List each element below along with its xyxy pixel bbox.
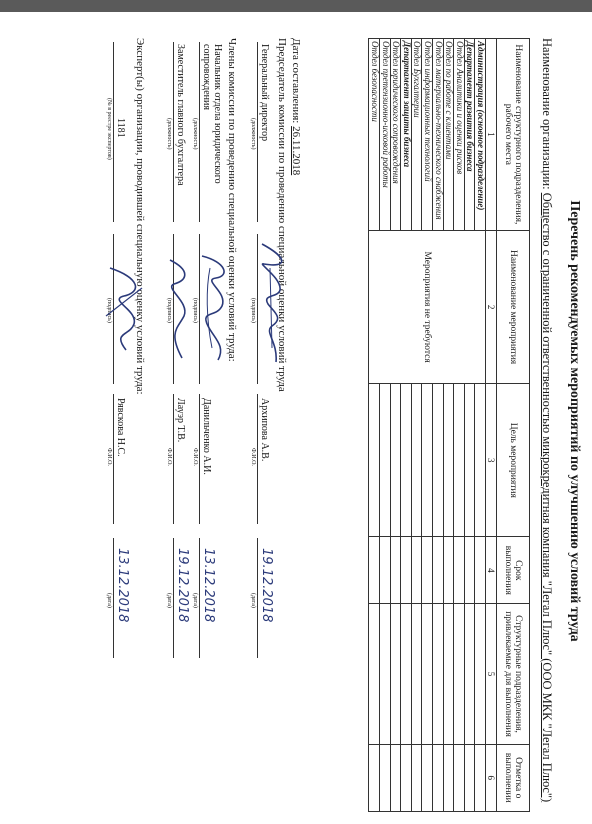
expert-signature-image	[102, 258, 148, 358]
empty-cell	[464, 537, 475, 604]
member2-signature-row	[162, 38, 190, 808]
empty-cell	[475, 537, 486, 604]
table-row	[454, 39, 465, 812]
empty-cell	[475, 604, 486, 744]
empty-cell	[422, 384, 433, 537]
caption-position: (должность)	[250, 118, 256, 150]
table-row	[401, 39, 412, 812]
empty-cell	[475, 384, 486, 537]
empty-cell	[475, 744, 486, 811]
department-name: Отдел Аналитики и оценки рисков	[454, 39, 465, 231]
empty-cell	[443, 537, 454, 604]
member1-signature-image	[192, 248, 236, 368]
column-number: 1	[486, 39, 497, 231]
chair-heading: Председатель комиссии по проведению специальной оценки условий труда	[276, 38, 288, 392]
empty-cell	[380, 744, 391, 811]
table-row	[464, 39, 475, 812]
department-name: Отдел юридического сопровождения	[390, 39, 401, 231]
chair-signature-image	[252, 238, 292, 368]
caption-signature: (подпись)	[192, 298, 198, 323]
caption-fio: Ф.И.О.	[192, 448, 198, 466]
empty-cell	[390, 384, 401, 537]
header-cell: Структурные подразделения, привлекаемые для выполнения	[497, 604, 530, 744]
viewer-top-bar	[0, 0, 592, 12]
table-row	[411, 39, 422, 812]
member2-date: 19.12.2018	[175, 548, 190, 623]
header-cell: Наименование мероприятия	[497, 230, 530, 384]
organization-line	[539, 38, 554, 802]
chair-signature-row	[246, 38, 274, 808]
empty-cell	[390, 744, 401, 811]
expert-heading: Эксперт(ы) организации, проводившей специальную оценку условий труда:	[134, 38, 146, 395]
header-cell: Срок выполнения	[497, 537, 530, 604]
date-value: 26.11.2018	[290, 126, 302, 176]
empty-cell	[433, 744, 444, 811]
caption-position: (должность)	[192, 118, 198, 150]
organization-label: Наименование организации:	[540, 38, 554, 190]
member2-position: Заместитель главного бухгалтера	[175, 44, 186, 186]
members-heading: Члены комиссии по проведению специальной оценки условий труда:	[226, 38, 238, 362]
empty-cell	[433, 384, 444, 537]
caption-fio: Ф.И.О.	[106, 448, 112, 466]
empty-cell	[454, 744, 465, 811]
table-row	[475, 39, 486, 812]
empty-cell	[443, 744, 454, 811]
table-row	[369, 39, 380, 812]
chair-position: Генеральный директор	[259, 44, 270, 142]
header-cell: Наименование структурного подразделения, рабочего места	[497, 39, 530, 231]
empty-cell	[401, 744, 412, 811]
no-measures-note: Мероприятия не требуются	[369, 230, 486, 384]
column-number: 4	[486, 537, 497, 604]
empty-cell	[454, 537, 465, 604]
department-name: Отдел Бухгалтерии	[411, 39, 422, 231]
table-row	[443, 39, 454, 812]
empty-cell	[464, 744, 475, 811]
caption-signature: (подпись)	[166, 298, 172, 323]
empty-cell	[422, 604, 433, 744]
date-label: Дата составления:	[290, 38, 302, 124]
member1-name: Данильченко А.И.	[201, 398, 212, 475]
caption-position: (должность)	[166, 118, 172, 150]
empty-cell	[464, 384, 475, 537]
header-cell: Цель мероприятия	[497, 384, 530, 537]
empty-cell	[401, 384, 412, 537]
member1-position: Начальник отдела юридического сопровождения	[201, 44, 223, 184]
empty-cell	[411, 604, 422, 744]
department-name: Департамент защиты бизнеса	[401, 39, 412, 231]
document-title: Перечень рекомендуемых мероприятий по улучшению условий труда	[567, 200, 582, 642]
empty-cell	[380, 537, 391, 604]
caption-date: (дата)	[250, 593, 256, 608]
member1-signature-row	[192, 38, 223, 808]
caption-registry: (№ в реестре экспертов)	[106, 98, 112, 160]
empty-cell	[422, 537, 433, 604]
department-name: Отдел информационных технологий	[422, 39, 433, 231]
table-row	[422, 39, 433, 812]
member1-date: 13.12.2018	[201, 548, 216, 623]
empty-cell	[411, 537, 422, 604]
expert-date: 13.12.2018	[115, 548, 130, 623]
empty-cell	[369, 604, 380, 744]
chair-name: Архипова А.В.	[259, 398, 270, 462]
caption-date: (дата)	[106, 593, 112, 608]
empty-cell	[390, 537, 401, 604]
department-name: Администрация (основное подразделение)	[475, 39, 486, 231]
measures-table	[368, 38, 530, 812]
member2-name: Лауэр Т.В.	[175, 398, 186, 443]
caption-signature: (подпись)	[106, 298, 112, 323]
compiled-date	[290, 38, 302, 175]
empty-cell	[411, 384, 422, 537]
column-number: 5	[486, 604, 497, 744]
empty-cell	[454, 384, 465, 537]
empty-cell	[390, 604, 401, 744]
empty-cell	[369, 384, 380, 537]
column-number: 2	[486, 230, 497, 384]
header-cell: Отметка о выполнении	[497, 744, 530, 811]
caption-signature: (подпись)	[250, 298, 256, 323]
document-page	[0, 12, 592, 824]
department-name: Отдел претензионно-исковой работы	[380, 39, 391, 231]
column-number: 6	[486, 744, 497, 811]
table-row	[390, 39, 401, 812]
empty-cell	[401, 537, 412, 604]
empty-cell	[454, 604, 465, 744]
table-row	[380, 39, 391, 812]
expert-name: Рявскова Н.С.	[115, 398, 126, 457]
empty-cell	[380, 604, 391, 744]
department-name: Отдел безопасности	[369, 39, 380, 231]
expert-signature-row	[102, 38, 130, 808]
empty-cell	[369, 744, 380, 811]
empty-cell	[411, 744, 422, 811]
expert-registry: 1181	[115, 118, 126, 138]
empty-cell	[464, 604, 475, 744]
caption-fio: Ф.И.О.	[250, 448, 256, 466]
empty-cell	[422, 744, 433, 811]
empty-cell	[380, 384, 391, 537]
caption-date: (дата)	[166, 593, 172, 608]
caption-fio: Ф.И.О.	[166, 448, 172, 466]
table-row	[433, 39, 444, 812]
empty-cell	[433, 537, 444, 604]
empty-cell	[443, 384, 454, 537]
department-name: Отдел материально-технического снабжения	[433, 39, 444, 231]
empty-cell	[369, 537, 380, 604]
member2-signature-image	[162, 254, 196, 364]
empty-cell	[401, 604, 412, 744]
empty-cell	[433, 604, 444, 744]
rotated-sheet	[0, 26, 588, 816]
caption-date: (дата)	[192, 593, 198, 608]
column-number: 3	[486, 384, 497, 537]
department-name: Департамент развития бизнеса	[464, 39, 475, 231]
empty-cell	[443, 604, 454, 744]
department-name: Отдел по работе с клиентами	[443, 39, 454, 231]
organization-name: Общество с ограниченной ответственностью микрокредитная компания "Легал Плюс" (ООО МКК "Легал Плюс")	[540, 192, 554, 803]
chair-date: 19.12.2018	[259, 548, 274, 623]
